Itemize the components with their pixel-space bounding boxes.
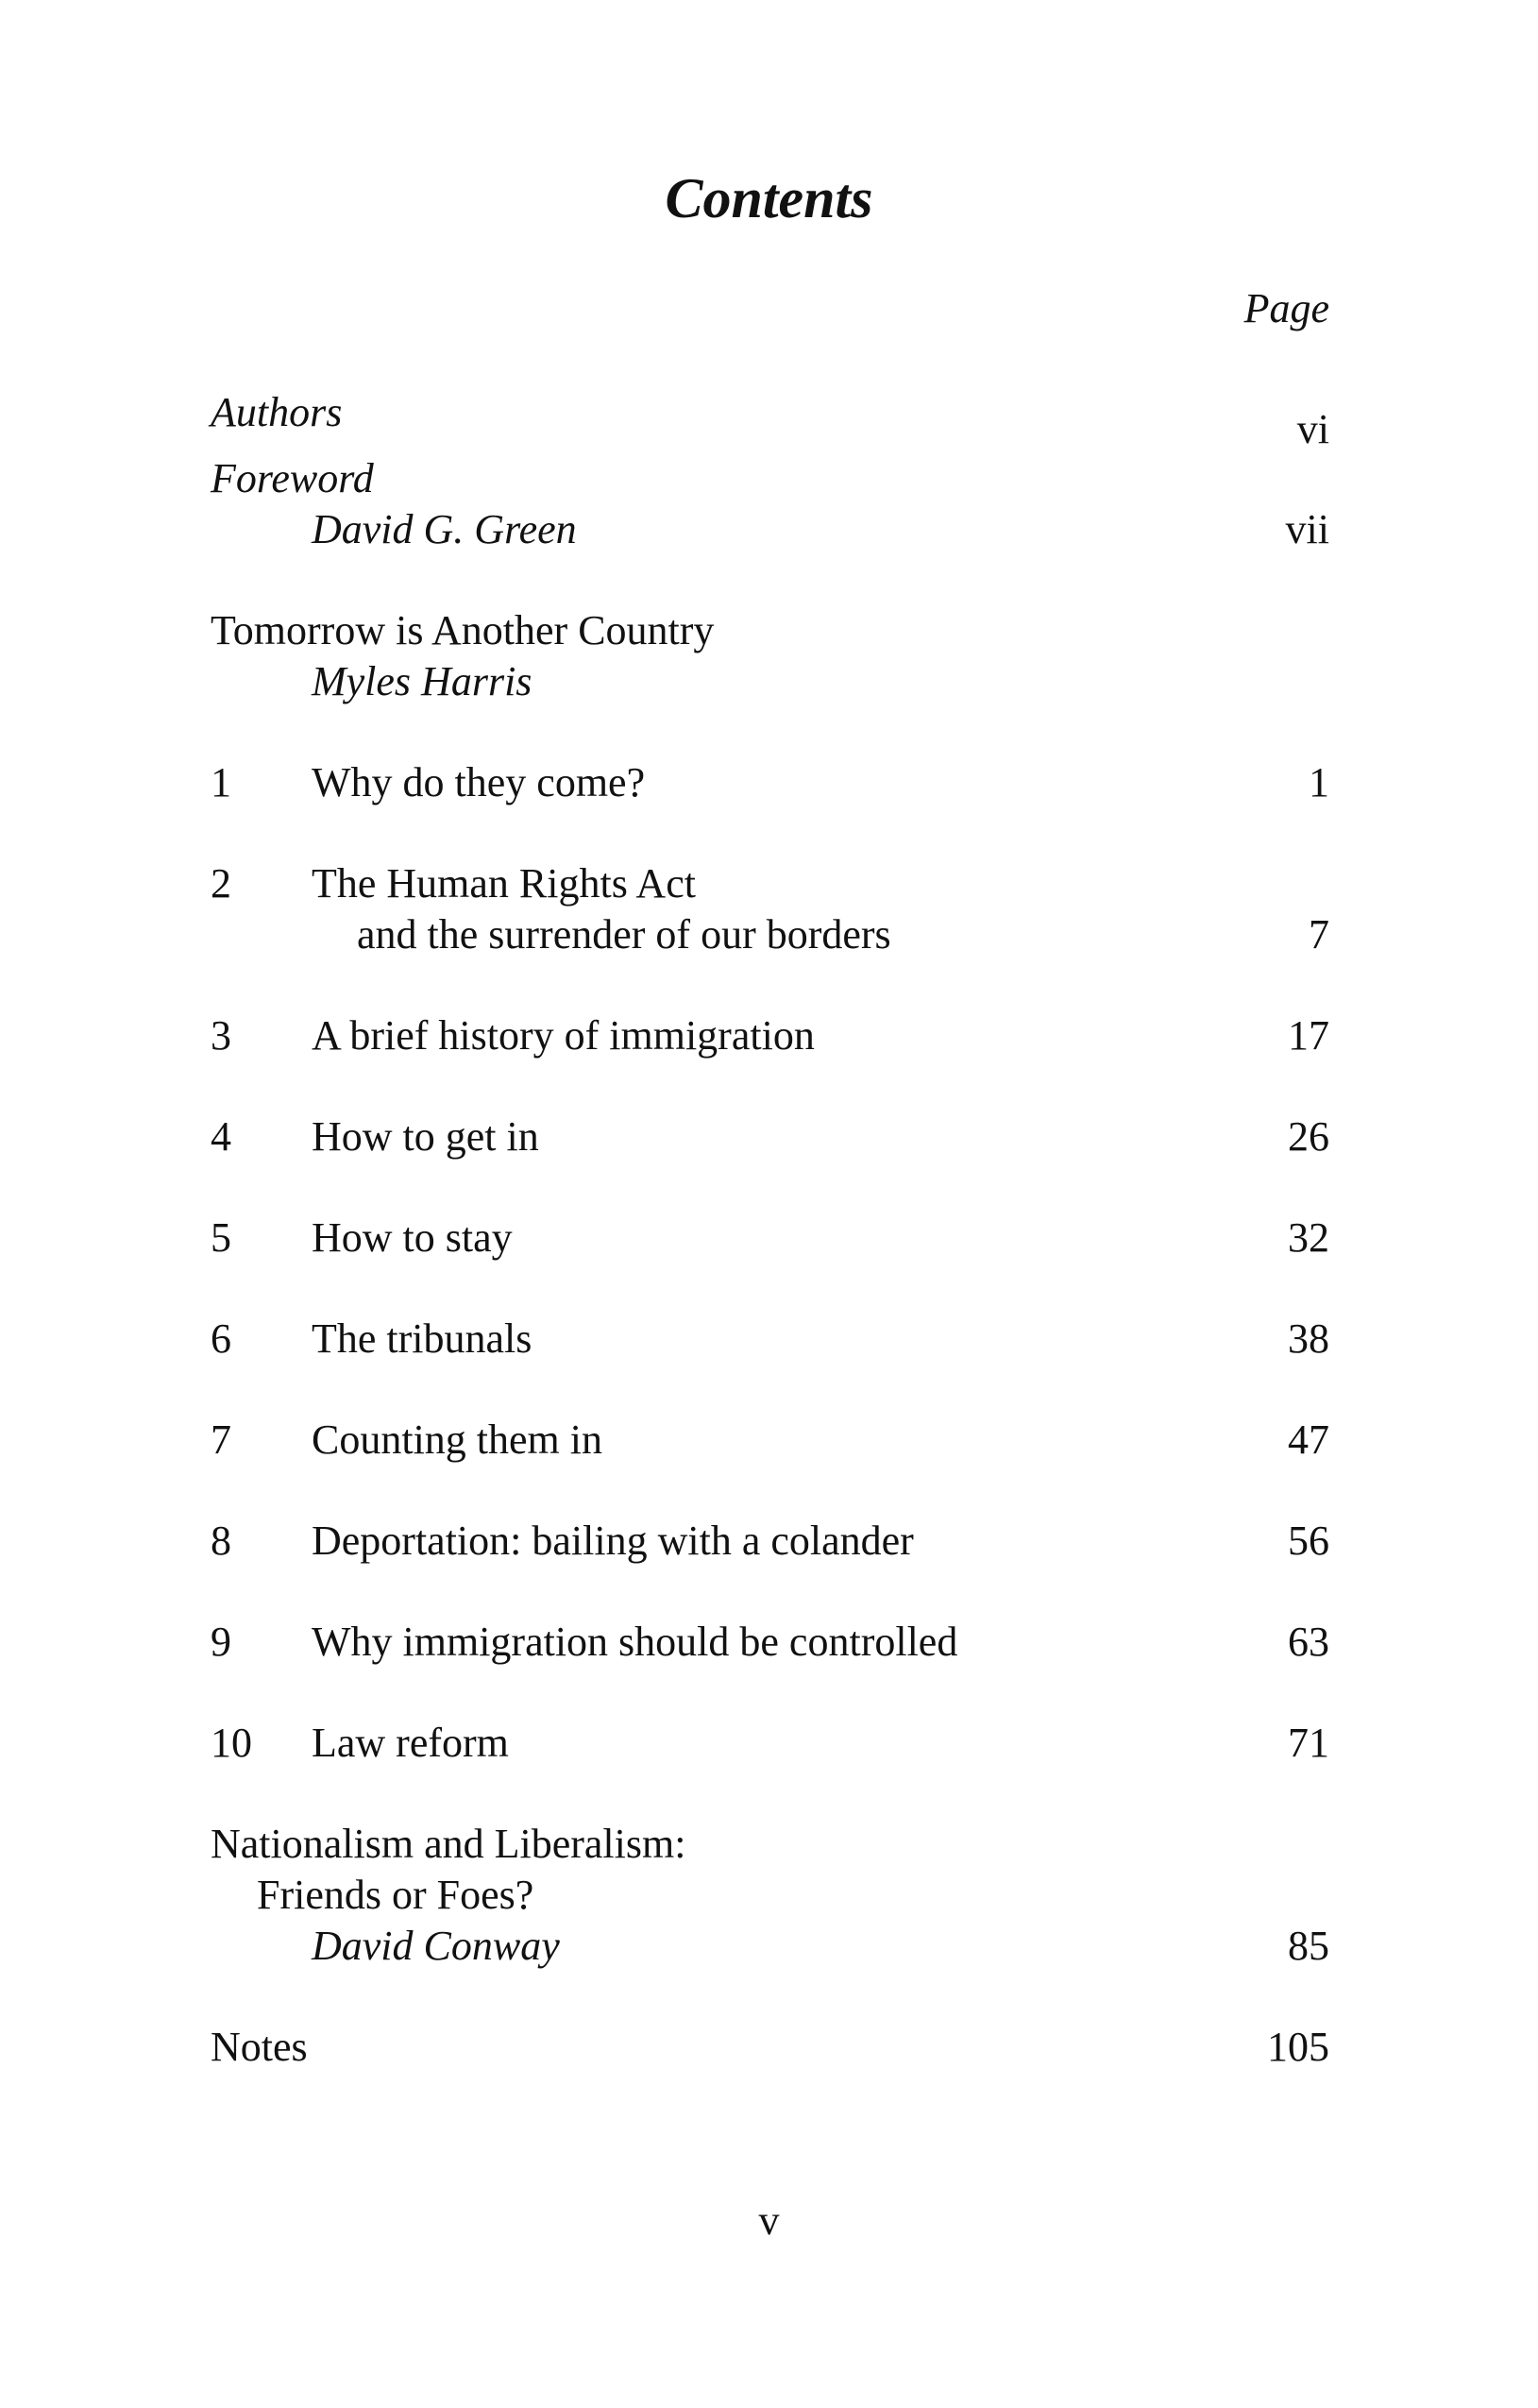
chapter-page: 38 bbox=[1288, 1315, 1329, 1362]
foreword-label: Foreword bbox=[211, 455, 374, 501]
foreword-author: David G. Green bbox=[312, 506, 577, 552]
page-column-label: Page bbox=[1243, 285, 1329, 331]
chapter-page: 56 bbox=[1288, 1518, 1329, 1564]
chapter-title: The Human Rights Act bbox=[312, 860, 696, 907]
chapter-number: 6 bbox=[211, 1315, 231, 1362]
foreword-page: vii bbox=[1285, 506, 1329, 552]
essay2-page: 85 bbox=[1288, 1923, 1329, 1969]
chapter-title: A brief history of immigration bbox=[312, 1012, 815, 1059]
chapter-page: 63 bbox=[1288, 1619, 1329, 1665]
chapter-number: 2 bbox=[211, 860, 231, 907]
notes-label: Notes bbox=[211, 2024, 308, 2070]
page-folio: v bbox=[758, 2197, 780, 2244]
chapter-page: 17 bbox=[1288, 1012, 1329, 1059]
chapter-page: 26 bbox=[1288, 1113, 1329, 1160]
authors-page: vi bbox=[1296, 406, 1329, 452]
essay2-author: David Conway bbox=[312, 1923, 560, 1969]
chapter-page: 47 bbox=[1288, 1416, 1329, 1463]
chapter-title: Deportation: bailing with a colander bbox=[312, 1518, 914, 1564]
chapter-title: The tribunals bbox=[312, 1315, 532, 1362]
chapter-number: 9 bbox=[211, 1619, 231, 1665]
chapter-title: How to get in bbox=[312, 1113, 539, 1160]
chapter-number: 5 bbox=[211, 1214, 231, 1261]
chapter-page: 1 bbox=[1309, 759, 1329, 805]
chapter-title: How to stay bbox=[312, 1214, 513, 1261]
chapter-title-continued: and the surrender of our borders bbox=[357, 911, 891, 958]
chapter-number: 7 bbox=[211, 1416, 231, 1463]
chapter-number: 3 bbox=[211, 1012, 231, 1059]
chapter-number: 8 bbox=[211, 1518, 231, 1564]
chapter-page: 32 bbox=[1288, 1214, 1329, 1261]
chapter-title: Counting them in bbox=[312, 1416, 602, 1463]
chapter-number: 10 bbox=[211, 1720, 252, 1766]
authors-label: Authors bbox=[211, 389, 343, 435]
chapter-number: 4 bbox=[211, 1113, 231, 1160]
essay2-title: Nationalism and Liberalism: bbox=[211, 1821, 686, 1867]
chapter-title: Why immigration should be controlled bbox=[312, 1619, 958, 1665]
essay1-author: Myles Harris bbox=[312, 658, 532, 704]
essay2-title-continued: Friends or Foes? bbox=[257, 1872, 534, 1918]
page-title: Contents bbox=[665, 167, 873, 229]
chapter-title: Law reform bbox=[312, 1720, 509, 1766]
chapter-title: Why do they come? bbox=[312, 759, 646, 805]
chapter-number: 1 bbox=[211, 759, 231, 805]
notes-page: 105 bbox=[1267, 2024, 1329, 2070]
chapter-page: 71 bbox=[1288, 1720, 1329, 1766]
essay1-title: Tomorrow is Another Country bbox=[211, 607, 715, 653]
chapter-page: 7 bbox=[1309, 911, 1329, 958]
